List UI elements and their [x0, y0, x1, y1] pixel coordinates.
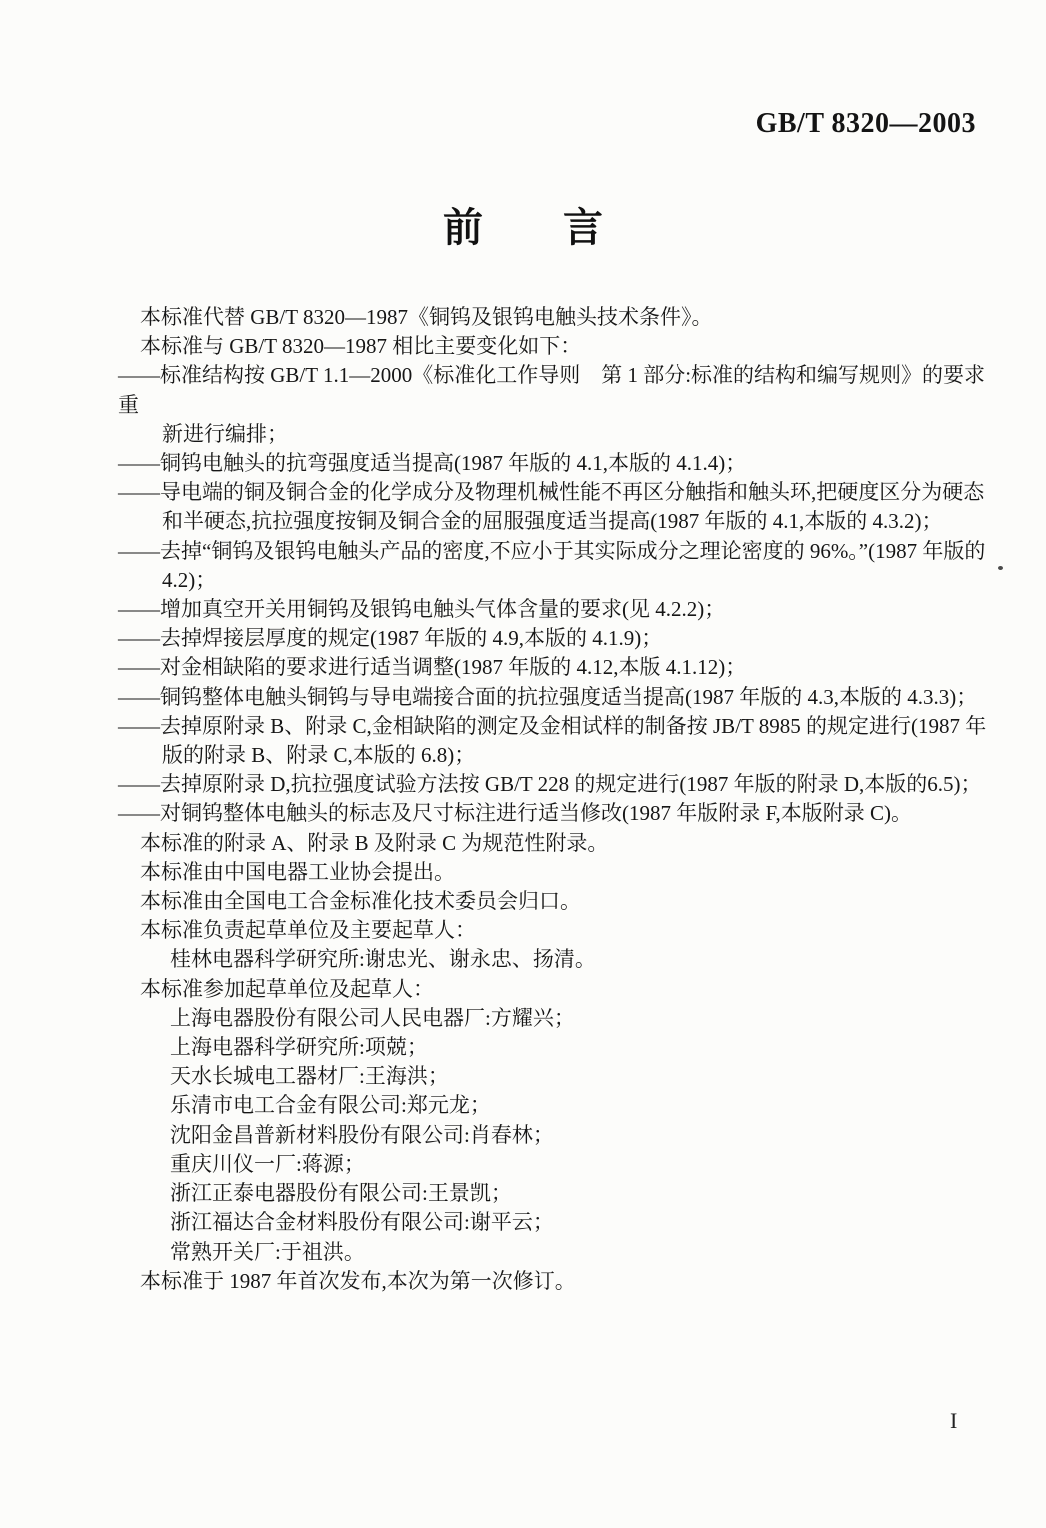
text-line: 本标准于 1987 年首次发布,本次为第一次修订。 — [140, 1268, 576, 1293]
text-line: 本标准由中国电器工业协会提出。 — [140, 859, 455, 884]
text-line: 版的附录 B、附录 C,本版的 6.8)； — [162, 743, 476, 768]
text-line: ——去掉焊接层厚度的规定(1987 年版的 4.9,本版的 4.1.9)； — [118, 626, 663, 651]
text-line: ——去掉原附录 D,抗拉强度试验方法按 GB/T 228 的规定进行(1987 年版的附录 D,本版的6.5)； — [118, 772, 982, 797]
text-line: 上海电器股份有限公司人民电器厂:方耀兴； — [170, 1005, 575, 1030]
text-line: 本标准代替 GB/T 8320—1987《铜钨及银钨电触头技术条件》。 — [140, 305, 713, 329]
text-line: 本标准与 GB/T 8320—1987 相比主要变化如下： — [140, 334, 582, 359]
text-line: ——导电端的铜及铜合金的化学成分及物理机械性能不再区分触指和触头环,把硬度区分为硬态 — [118, 480, 985, 505]
text-line: 乐清市电工合金有限公司:郑元龙； — [170, 1093, 491, 1118]
text-line: 浙江正泰电器股份有限公司:王景凯； — [170, 1181, 512, 1206]
text-line: ——去掉原附录 B、附录 C,金相缺陷的测定及金相试样的制备按 JB/T 8985 的规定进行(1987 年 — [118, 713, 987, 738]
text-line: 上海电器科学研究所:项兢； — [170, 1035, 428, 1060]
text-line: 本标准由全国电工合金标准化技术委员会归口。 — [140, 889, 581, 914]
text-line: ——对金相缺陷的要求进行适当调整(1987 年版的 4.12,本版 4.1.12)； — [118, 655, 747, 680]
text-line: 和半硬态,抗拉强度按铜及铜合金的屈服强度适当提高(1987 年版的 4.1,本版的 4.3.2)； — [162, 509, 943, 534]
text-line: 常熟开关厂:于祖洪。 — [170, 1239, 365, 1264]
text-line: ——铜钨整体电触头铜钨与导电端接合面的抗拉强度适当提高(1987 年版的 4.3,本版的 4.3.3)； — [118, 684, 978, 709]
text-line: ——铜钨电触头的抗弯强度适当提高(1987 年版的 4.1,本版的 4.1.4)； — [118, 451, 747, 476]
page-title: 前 言 — [443, 206, 603, 250]
text-line: ——去掉“铜钨及银钨电触头产品的密度,不应小于其实际成分之理论密度的 96%。”(1987 年版的 — [118, 538, 986, 563]
text-line: 本标准参加起草单位及起草人： — [140, 976, 434, 1001]
text-line: ——增加真空开关用铜钨及银钨电触头气体含量的要求(见 4.2.2)； — [118, 597, 726, 622]
text-line: 4.2)； — [162, 567, 217, 592]
foreword-body — [118, 303, 1004, 1296]
text-line: ——对铜钨整体电触头的标志及尺寸标注进行适当修改(1987 年版附录 F,本版附录 C)。 — [118, 801, 912, 826]
text-line: 重庆川仪一厂:蒋源； — [170, 1151, 365, 1176]
standard-code: GB/T 8320—2003 — [755, 108, 976, 139]
text-line: 天水长城电工器材厂:王海洪； — [170, 1064, 449, 1089]
text-line: 新进行编排； — [162, 421, 288, 446]
text-line: 桂林电器科学研究所:谢忠光、谢永忠、扬清。 — [170, 947, 596, 972]
text-line: 本标准负责起草单位及主要起草人： — [140, 918, 476, 943]
page-number: I — [950, 1408, 958, 1433]
text-line: 沈阳金昌普新材料股份有限公司:肖春林； — [170, 1122, 554, 1147]
text-line: 浙江福达合金材料股份有限公司:谢平云； — [170, 1210, 554, 1235]
scan-speck — [998, 566, 1003, 570]
text-line: ——标准结构按 GB/T 1.1—2000《标准化工作导则 第 1 部分:标准的结构和编写规则》的要求重 — [118, 363, 986, 417]
text-line: 本标准的附录 A、附录 B 及附录 C 为规范性附录。 — [140, 830, 609, 855]
